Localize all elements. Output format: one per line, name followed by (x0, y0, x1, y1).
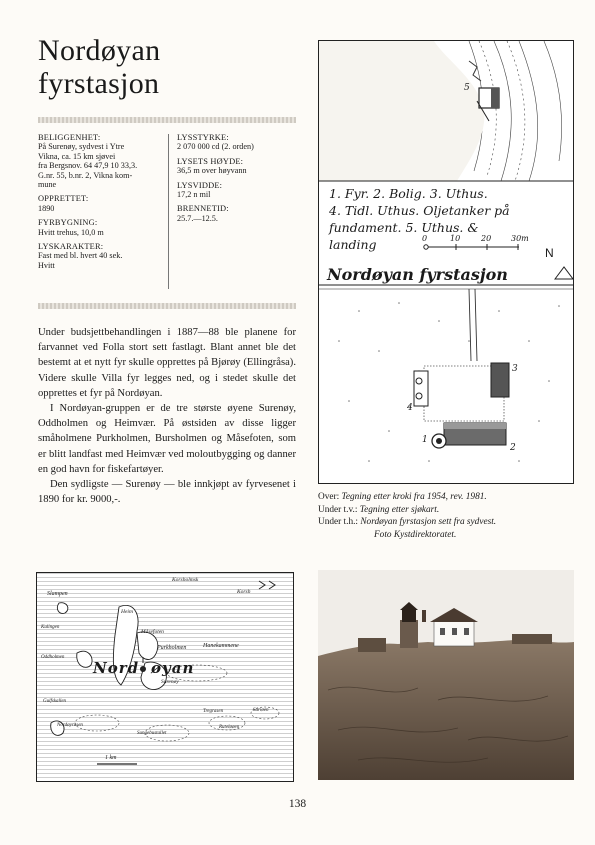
site-plan-drawing (318, 40, 574, 484)
map-label: Purkholmen (157, 645, 187, 651)
divider-bottom (38, 303, 296, 309)
fact-value: På Surenøy, sydvest i Ytre (38, 142, 125, 152)
scale-tick-0: 0 (422, 234, 428, 243)
outbuilding (358, 638, 386, 652)
legend-line-2: 4. Tidl. Uthus. Oljetanker på (329, 203, 510, 218)
fact-value: 36,5 m over høyvann (177, 166, 247, 176)
map-label: Tregrasen (203, 709, 224, 714)
map-label: Korsholmsk (172, 577, 199, 583)
plan-number-1: 1 (422, 435, 428, 445)
fact-label: OPPRETTET: (38, 194, 89, 204)
fact-value: mune (38, 180, 57, 190)
map-label-nord: Nord (93, 659, 140, 677)
caption-text: Tegning etter sjøkart. (359, 504, 440, 515)
title-line-2: fyrstasjon (38, 67, 160, 100)
plan-number-3: 3 (512, 364, 518, 374)
paragraph: Under budsjettbehandlingen i 1887—88 ble planene for farvannet ved Folla stort sett fastlagt. Blant annet ble det bestemt at et nytt fyr skulle opprettes på Bjørøy (Ellingråsa). Videre skulle Villa fyr legges ned, og i stedet skulle det opprettes et fyr på Nordøyan. (38, 327, 296, 399)
islet (57, 603, 67, 614)
paragraph: Den sydligste — Surenøy — ble innkjøpt av fyrvesenet i 1890 for kr. 9000,-. (38, 479, 296, 506)
map-label: Slampen (47, 591, 68, 597)
map-label: Oddholmen (41, 655, 65, 660)
building-4 (414, 371, 428, 406)
divider-top (38, 117, 296, 123)
island-oddholmen (77, 651, 92, 667)
fact-label: BRENNETID: (177, 204, 229, 214)
title-line-1: Nordøyan (38, 34, 161, 67)
fact-value: 1890 (38, 203, 55, 213)
paragraph: I Nordøyan-gruppen er de tre største øyene Surenøy, Oddholmen og Heimvær. På østsiden av disse ligger småholmene Purkholmen, Bursholmen og Måsefoten, som er blitt landfast med Heimvær ved moloutbygging og danner en god havn for fiskefartøyer. (38, 403, 296, 475)
plan-number-2: 2 (510, 443, 516, 453)
map-label: Nordøyrasen (57, 723, 83, 728)
lighthouse-tower (400, 620, 418, 648)
legend-line-1: 1. Fyr. 2. Bolig. 3. Uthus. (329, 186, 488, 201)
site-plan-graphic (319, 41, 573, 483)
fact-value: 25.7.—12.5. (177, 213, 218, 223)
fact-label: LYSETS HØYDE: (177, 156, 244, 166)
facts-left (38, 133, 163, 270)
north-arrow-icon (555, 267, 573, 279)
map-label: Korsh (237, 589, 251, 595)
caption-prefix: Under t.h.: (318, 517, 359, 527)
fact-label: LYSSTYRKE: (177, 133, 229, 142)
map-label-oyan: øyan (151, 659, 195, 677)
figure-captions (318, 491, 578, 541)
map-label: Heim (121, 609, 133, 615)
fact-value: 2 070 000 cd (2. orden) (177, 142, 254, 152)
plan-number-4: 4 (407, 403, 413, 413)
chimney (422, 610, 426, 622)
fact-label: LYSVIDDE: (177, 180, 223, 190)
building-3 (491, 363, 509, 397)
lighthouse-photo (318, 570, 574, 780)
fact-value: 17,2 n mil (177, 190, 211, 200)
fact-label: BELIGGENHET: (38, 133, 101, 142)
fact-label: LYSKARAKTER: (38, 242, 104, 252)
outbuilding-right (512, 634, 552, 644)
page-number: 138 (288, 798, 307, 810)
fact-value: fra Bergsnov. 64 47,9 10 33,3. (38, 161, 138, 171)
north-label: N (545, 246, 554, 260)
scale-tick-20: 20 (481, 234, 492, 243)
building-5-shade (491, 88, 499, 108)
fact-value: Vikna, ca. 15 km sjøvei (38, 151, 116, 161)
map-label: Sariøen (253, 708, 269, 713)
map-label: Kulingen (41, 625, 60, 630)
sea-chart-map (36, 572, 294, 782)
map-scale-label: 1 km (105, 755, 117, 761)
caption-prefix: Over: (318, 492, 340, 502)
legend-line-4: landing (329, 237, 377, 252)
caption-text: Tegning etter kroki fra 1954, rev. 1981. (341, 492, 487, 502)
map-label: Sungebustallet (137, 731, 167, 736)
lantern-room (402, 610, 416, 622)
rocky-ground (318, 640, 574, 780)
sea-chart-graphic (37, 573, 293, 781)
path-to-landing (469, 289, 477, 361)
map-label: Hanekammene (203, 643, 239, 649)
drawing-title: Nordøyan fyrstasjon (327, 265, 508, 284)
caption-text: Foto Kystdirektoratet. (374, 529, 457, 540)
facts-divider (168, 134, 169, 289)
map-label: Gulfskallen (43, 699, 67, 704)
facts-right (177, 133, 297, 223)
photo-graphic (318, 570, 574, 780)
article-body (38, 325, 296, 507)
caption-text: Nordøyan fyrstasjon sett fra sydvest. (360, 517, 497, 527)
scale-tick-30: 30m (511, 234, 529, 243)
plan-number-5: 5 (464, 83, 470, 93)
fact-value: Hvitt trehus, 10,0 m (38, 227, 104, 237)
map-label: Ruteløøen (219, 725, 240, 730)
rock-edge (469, 61, 481, 81)
compass-mark-icon (259, 581, 275, 589)
fact-label: FYRBYGNING: (38, 218, 98, 228)
scale-tick-10: 10 (450, 234, 461, 243)
page-title (38, 34, 160, 100)
fact-value: G.nr. 55, b.nr. 2, Vikna kom- (38, 170, 133, 180)
fact-value: Hvitt (38, 260, 55, 270)
map-label: Surenøy (161, 679, 179, 685)
map-label: Måsefoten (141, 629, 164, 635)
caption-prefix: Under t.v.: (318, 504, 358, 515)
fact-value: Fast med bl. hvert 40 sek. (38, 251, 123, 261)
island-maasefoten (137, 632, 158, 660)
lighthouse-marker-icon (140, 666, 146, 672)
legend-line-3: fundament. 5. Uthus. & (329, 220, 479, 235)
